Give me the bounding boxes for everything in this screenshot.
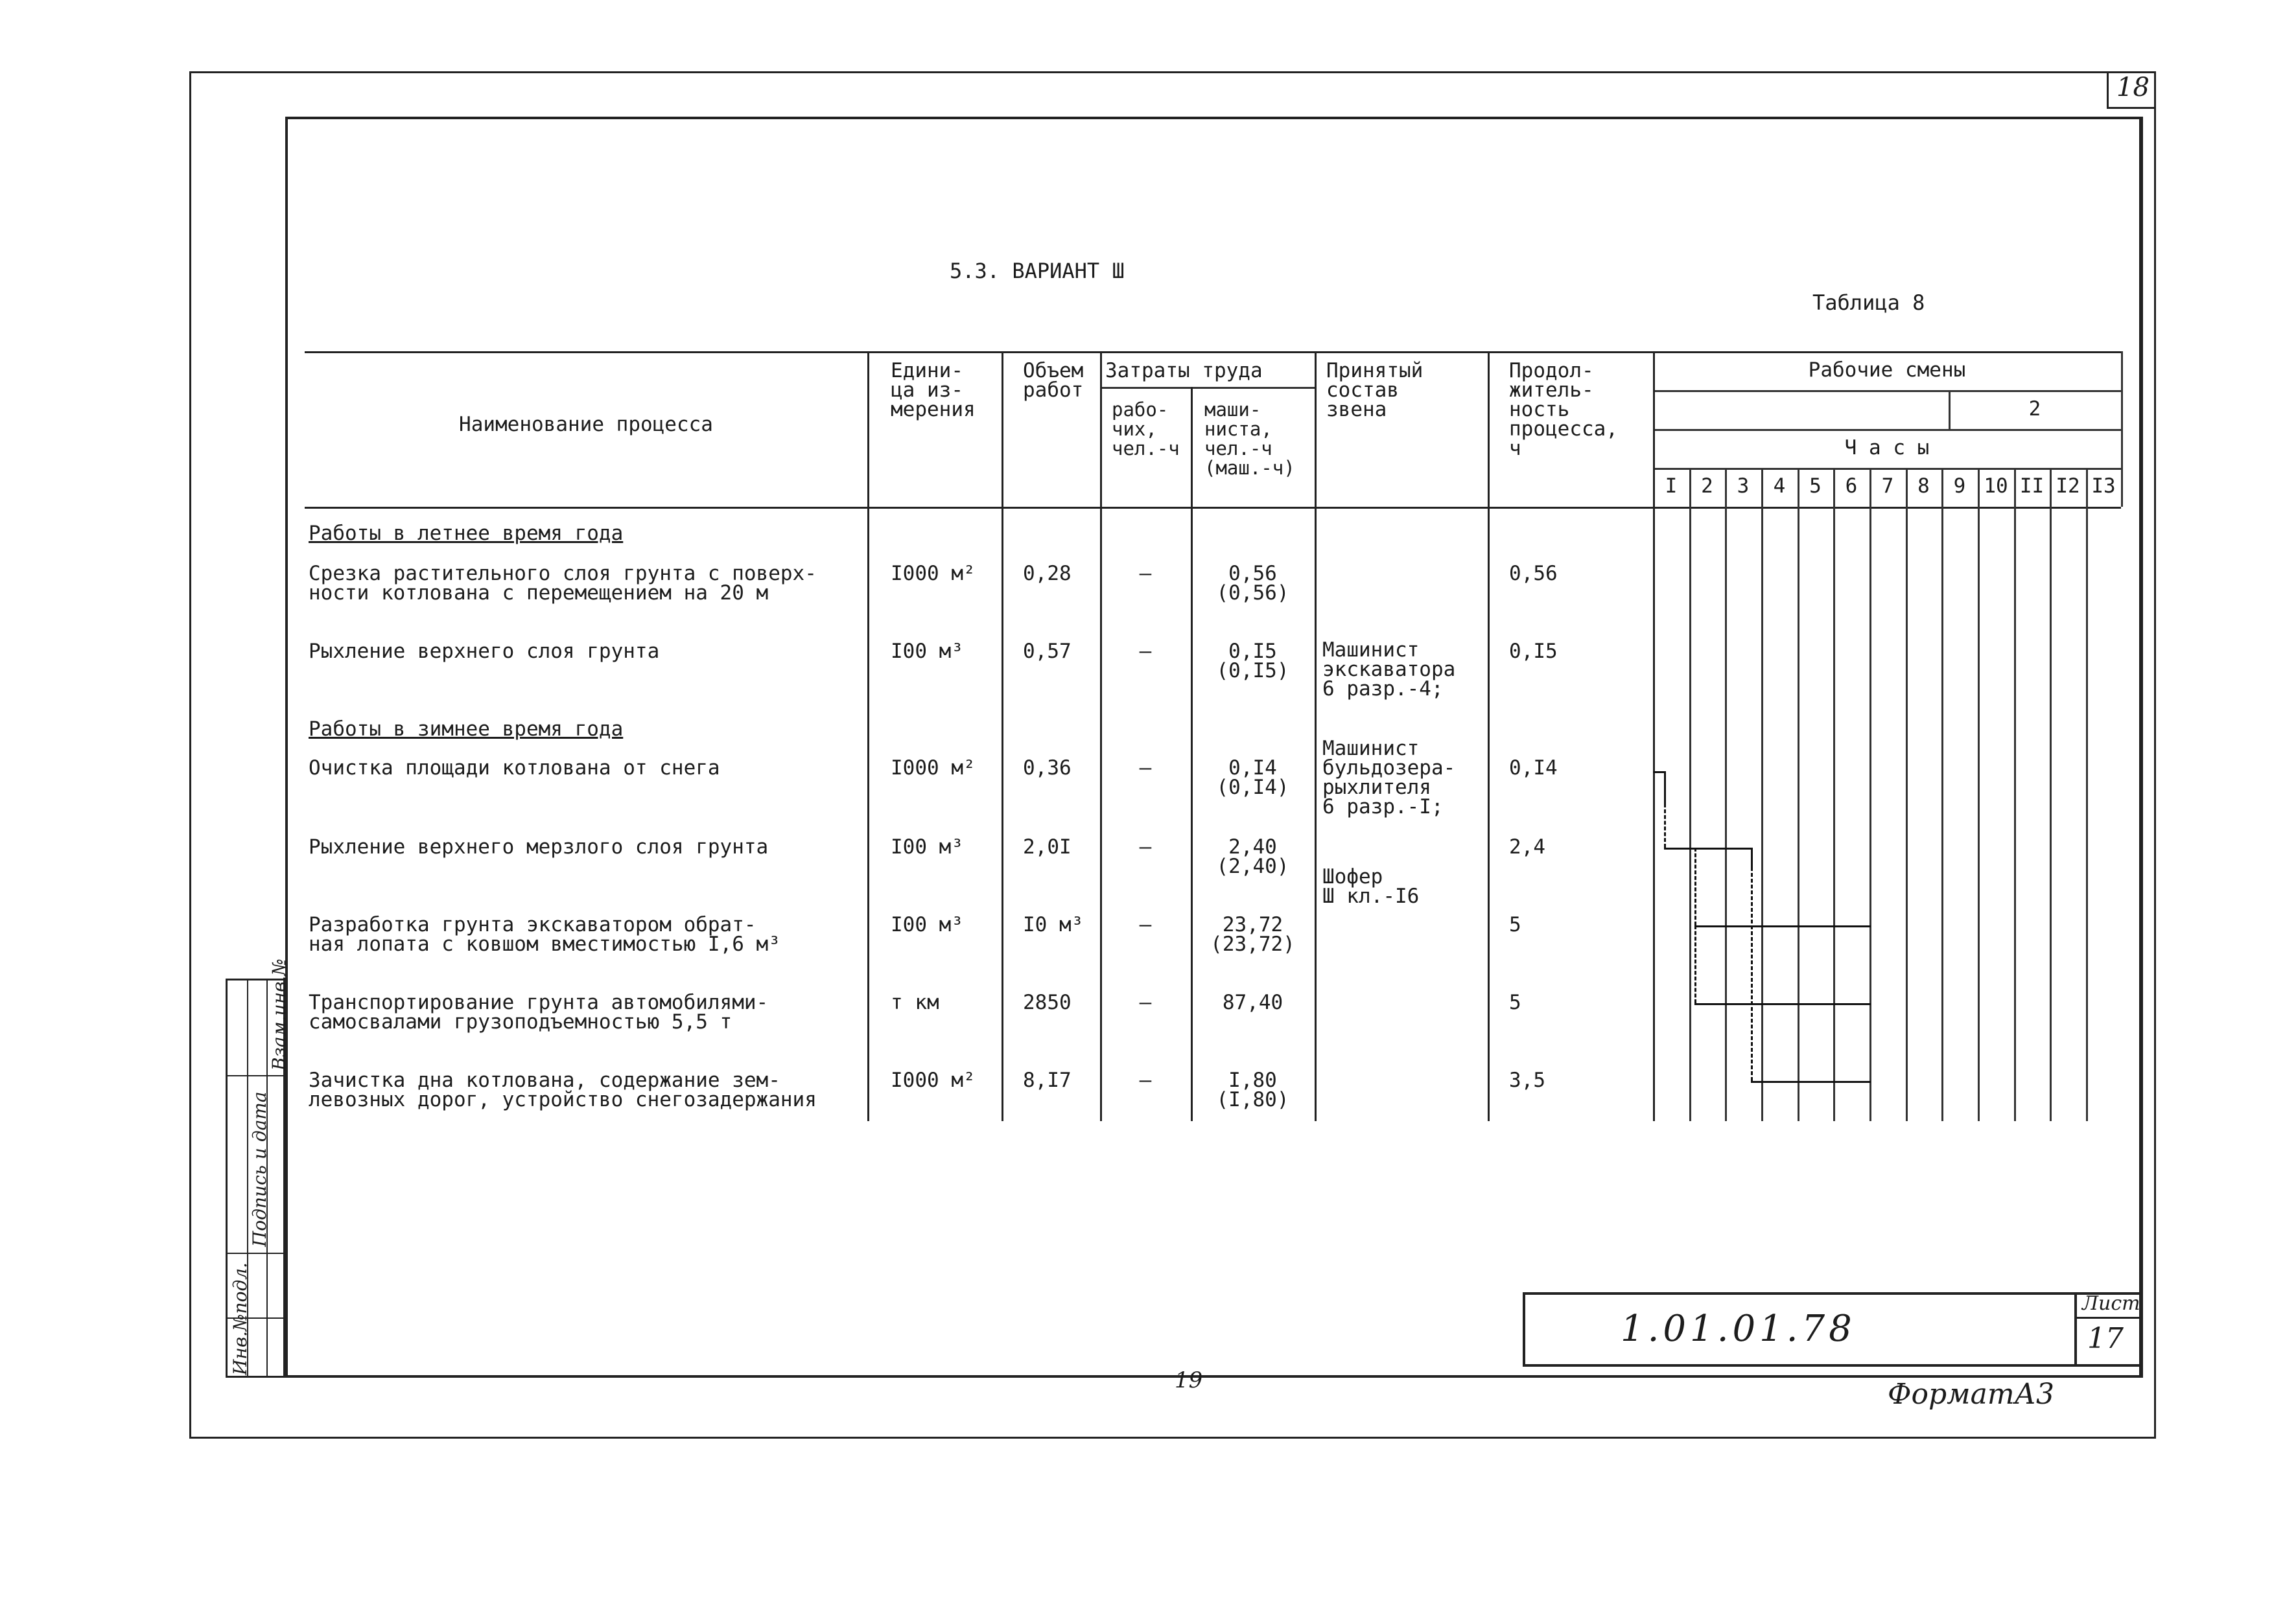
hour-grid-line bbox=[2014, 468, 2016, 1121]
table-row-volume: 2850 bbox=[1023, 991, 1072, 1014]
table-row-unit: I000 м² bbox=[891, 756, 976, 780]
crew-entry-bulldozer: Машинист бульдозера- рыхлителя 6 разр.-I; bbox=[1322, 737, 1456, 818]
header-unit: Едини- ца из- мерения bbox=[891, 359, 976, 421]
stamp-sheet-label: Лист bbox=[2082, 1292, 2140, 1315]
table-row-unit: I000 м² bbox=[891, 1069, 976, 1092]
table-row-name: Рыхление верхнего мерзлого слоя грунта bbox=[309, 835, 769, 859]
gantt-link bbox=[1694, 848, 1696, 925]
header-crew: Принятый состав звена bbox=[1326, 359, 1424, 421]
table-row-workers: – bbox=[1139, 913, 1152, 936]
header-shift-number: 2 bbox=[2028, 397, 2041, 421]
table-row-unit: I00 м³ bbox=[891, 640, 963, 663]
crew-entry-excavator: Машинист экскаватора 6 разр.-4; bbox=[1322, 638, 1456, 701]
table-row-name: Зачистка дна котлована, содержание зем- левозных дорог, устройство снегозадержания bbox=[309, 1069, 817, 1111]
table-row-machinists: 0,I5 (0,I5) bbox=[1216, 640, 1289, 682]
table-row-workers: – bbox=[1139, 835, 1152, 859]
table-row-unit: I00 м³ bbox=[891, 835, 963, 859]
table-row-volume: 0,57 bbox=[1023, 640, 1072, 663]
hour-label: 5 bbox=[1809, 474, 1822, 498]
labor-costs-rule bbox=[1102, 387, 1316, 389]
hour-grid-line bbox=[1761, 468, 1763, 1121]
hour-label: 8 bbox=[1917, 474, 1930, 498]
gantt-link bbox=[1751, 867, 1753, 1081]
gantt-link bbox=[1664, 804, 1666, 848]
table-row-workers: – bbox=[1139, 991, 1152, 1014]
col-divider-volume bbox=[1002, 351, 1003, 1121]
gantt-bar-snow-clearing bbox=[1653, 771, 1665, 773]
header-shifts: Рабочие смены bbox=[1808, 358, 1966, 382]
table-row-machinists: 2,40 (2,40) bbox=[1216, 835, 1289, 878]
table-row-name: Разработка грунта экскаватором обрат- ная лопата с ковшом вместимостью I,6 м³ bbox=[309, 913, 780, 956]
table-header-bottom-rule bbox=[305, 507, 2121, 509]
col-divider-unit bbox=[867, 351, 869, 1121]
table-row-volume: 2,0I bbox=[1023, 835, 1072, 859]
col-divider-gantt bbox=[1653, 351, 1655, 1121]
table-row-volume: I0 м³ bbox=[1023, 913, 1084, 936]
header-machinists: маши- ниста, чел.-ч (маш.-ч) bbox=[1204, 399, 1295, 479]
table-row-machinists: 0,I4 (0,I4) bbox=[1216, 756, 1289, 799]
table-row-name: Срезка растительного слоя грунта с поверх- ности котлована с перемещением на 20 м bbox=[309, 562, 817, 605]
hour-grid-line bbox=[2121, 351, 2123, 507]
table-row-duration: 5 bbox=[1509, 913, 1521, 936]
page-corner-box bbox=[2107, 71, 2156, 109]
hour-grid-line bbox=[2050, 468, 2052, 1121]
title-stamp-divider bbox=[2074, 1292, 2077, 1367]
table-row-workers: – bbox=[1139, 562, 1152, 585]
gantt-link bbox=[1751, 848, 1753, 867]
hour-grid-line bbox=[1906, 468, 1908, 1121]
stamp-code: 1.01.01.78 bbox=[1621, 1308, 1856, 1350]
hour-grid-line bbox=[1833, 468, 1835, 1121]
page-corner-number: 18 bbox=[2116, 73, 2150, 102]
table-row-unit: т км bbox=[891, 991, 939, 1014]
table-top-rule bbox=[305, 351, 2121, 353]
hour-label: 10 bbox=[1984, 474, 2008, 498]
gantt-bar-transport bbox=[1694, 1003, 1871, 1005]
hour-grid-line bbox=[1725, 468, 1727, 1121]
header-volume: Объем работ bbox=[1023, 359, 1084, 402]
header-process: Наименование процесса bbox=[459, 413, 713, 436]
gantt-link bbox=[1664, 771, 1666, 804]
table-row-name: Очистка площади котлована от снега bbox=[309, 756, 720, 780]
hour-grid-line bbox=[1869, 468, 1871, 1121]
hour-label: I2 bbox=[2056, 474, 2080, 498]
hour-label: 7 bbox=[1881, 474, 1894, 498]
table-row-workers: – bbox=[1139, 640, 1152, 663]
header-duration: Продол- житель- ность процесса, ч bbox=[1509, 359, 1618, 460]
hour-grid-line bbox=[2086, 468, 2088, 1121]
header-workers: рабо- чих, чел.-ч bbox=[1112, 399, 1180, 459]
hour-label: 3 bbox=[1737, 474, 1750, 498]
crew-entry-driver: Шофер Ш кл.-I6 bbox=[1322, 865, 1420, 908]
gantt-bar-cleanup bbox=[1751, 1081, 1871, 1083]
hour-label: 4 bbox=[1773, 474, 1786, 498]
col-divider-duration bbox=[1488, 351, 1490, 1121]
hour-label: 9 bbox=[1953, 474, 1966, 498]
table-row-volume: 8,I7 bbox=[1023, 1069, 1072, 1092]
table-row-duration: 0,I5 bbox=[1509, 640, 1558, 663]
table-row-duration: 2,4 bbox=[1509, 835, 1545, 859]
shifts-rule bbox=[1653, 390, 2121, 392]
table-row-duration: 5 bbox=[1509, 991, 1521, 1014]
table-row-workers: – bbox=[1139, 1069, 1152, 1092]
table-row-machinists: 23,72 (23,72) bbox=[1210, 913, 1295, 956]
table-row-duration: 0,56 bbox=[1509, 562, 1558, 585]
hour-label: 6 bbox=[1845, 474, 1858, 498]
title-stamp-rule bbox=[2074, 1317, 2142, 1319]
table-label: Таблица 8 bbox=[1812, 290, 1925, 315]
table-row-duration: 0,I4 bbox=[1509, 756, 1558, 780]
group-heading-summer: Работы в летнее время года bbox=[309, 522, 624, 545]
hour-grid-line bbox=[1689, 468, 1691, 1121]
table-row-name: Рыхление верхнего слоя грунта bbox=[309, 640, 660, 663]
header-hours: Ч а с ы bbox=[1844, 436, 1930, 459]
header-labor-costs: Затраты труда bbox=[1105, 359, 1263, 382]
bottom-page-number: 19 bbox=[1175, 1367, 1203, 1393]
shift-number-rule bbox=[1653, 429, 2121, 431]
hour-grid-line bbox=[1941, 468, 1943, 1121]
gantt-bar-frozen-loosening bbox=[1664, 848, 1752, 850]
side-label-inv-no: Инв.№подл. bbox=[229, 1262, 251, 1375]
gantt-bar-excavation bbox=[1694, 925, 1871, 927]
table-row-machinists: 87,40 bbox=[1222, 991, 1283, 1014]
section-title: 5.3. ВАРИАНТ Ш bbox=[950, 259, 1125, 283]
table-row-machinists: 0,56 (0,56) bbox=[1216, 562, 1289, 605]
table-row-volume: 0,28 bbox=[1023, 562, 1072, 585]
group-heading-winter: Работы в зимнее время года bbox=[309, 717, 624, 741]
stamp-sheet-number: 17 bbox=[2087, 1322, 2124, 1355]
col-divider-crew bbox=[1315, 351, 1317, 1121]
table-row-duration: 3,5 bbox=[1509, 1069, 1545, 1092]
side-label-signature-date: Подпись и дата bbox=[249, 1091, 270, 1247]
hour-label: I bbox=[1665, 474, 1678, 498]
hour-label: 2 bbox=[1701, 474, 1713, 498]
hour-grid-line bbox=[1798, 468, 1799, 1121]
side-label-replacement-inv: Взам.инв.№ bbox=[268, 958, 290, 1071]
hour-grid-line bbox=[1978, 468, 1980, 1121]
hour-label: II bbox=[2019, 474, 2045, 498]
table-row-unit: I00 м³ bbox=[891, 913, 963, 936]
format-label: ФорматА3 bbox=[1888, 1378, 2054, 1411]
gantt-link bbox=[1694, 925, 1696, 1003]
table-row-name: Транспортирование грунта автомобилями- самосвалами грузоподъемностью 5,5 т bbox=[309, 991, 769, 1034]
table-row-volume: 0,36 bbox=[1023, 756, 1072, 780]
hour-label: I3 bbox=[2091, 474, 2116, 498]
table-row-machinists: I,80 (I,80) bbox=[1216, 1069, 1289, 1111]
table-row-workers: – bbox=[1139, 756, 1152, 780]
table-row-unit: I000 м² bbox=[891, 562, 976, 585]
